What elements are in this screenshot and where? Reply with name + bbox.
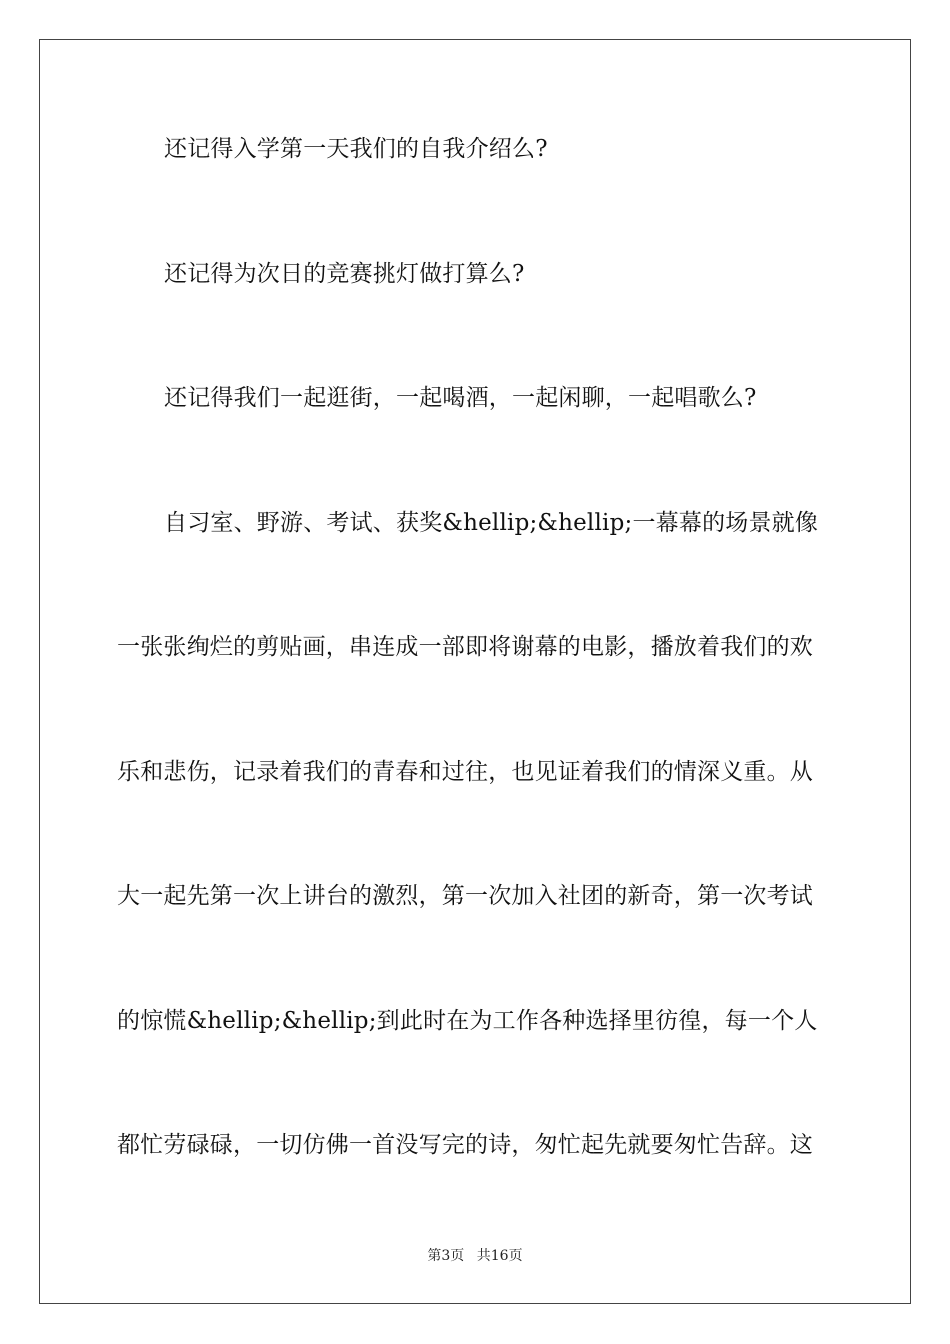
paragraph-line: 的惊慌&hellip;&hellip;到此时在为工作各种选择里彷徨，每一个人	[117, 1008, 818, 1034]
paragraph-line: 还记得我们一起逛街，一起喝酒，一起闲聊，一起唱歌么?	[164, 385, 757, 411]
page-border	[39, 39, 911, 1304]
page-number: 第3页	[427, 1248, 465, 1264]
page-total: 共16页	[476, 1248, 523, 1264]
paragraph-line: 都忙劳碌碌，一切仿佛一首没写完的诗，匆忙起先就要匆忙告辞。这	[117, 1132, 813, 1158]
page-footer	[0, 1246, 950, 1266]
paragraph-line: 自习室、野游、考试、获奖&hellip;&hellip;一幕幕的场景就像	[164, 510, 819, 536]
paragraph-line: 大一起先第一次上讲台的激烈，第一次加入社团的新奇，第一次考试	[117, 883, 813, 909]
paragraph-line: 还记得入学第一天我们的自我介绍么?	[164, 136, 548, 162]
paragraph-line: 一张张绚烂的剪贴画，串连成一部即将谢幕的电影，播放着我们的欢	[117, 634, 813, 660]
paragraph-line: 乐和悲伤，记录着我们的青春和过往，也见证着我们的情深义重。从	[117, 759, 813, 785]
paragraph-line: 还记得为次日的竞赛挑灯做打算么?	[164, 261, 525, 287]
